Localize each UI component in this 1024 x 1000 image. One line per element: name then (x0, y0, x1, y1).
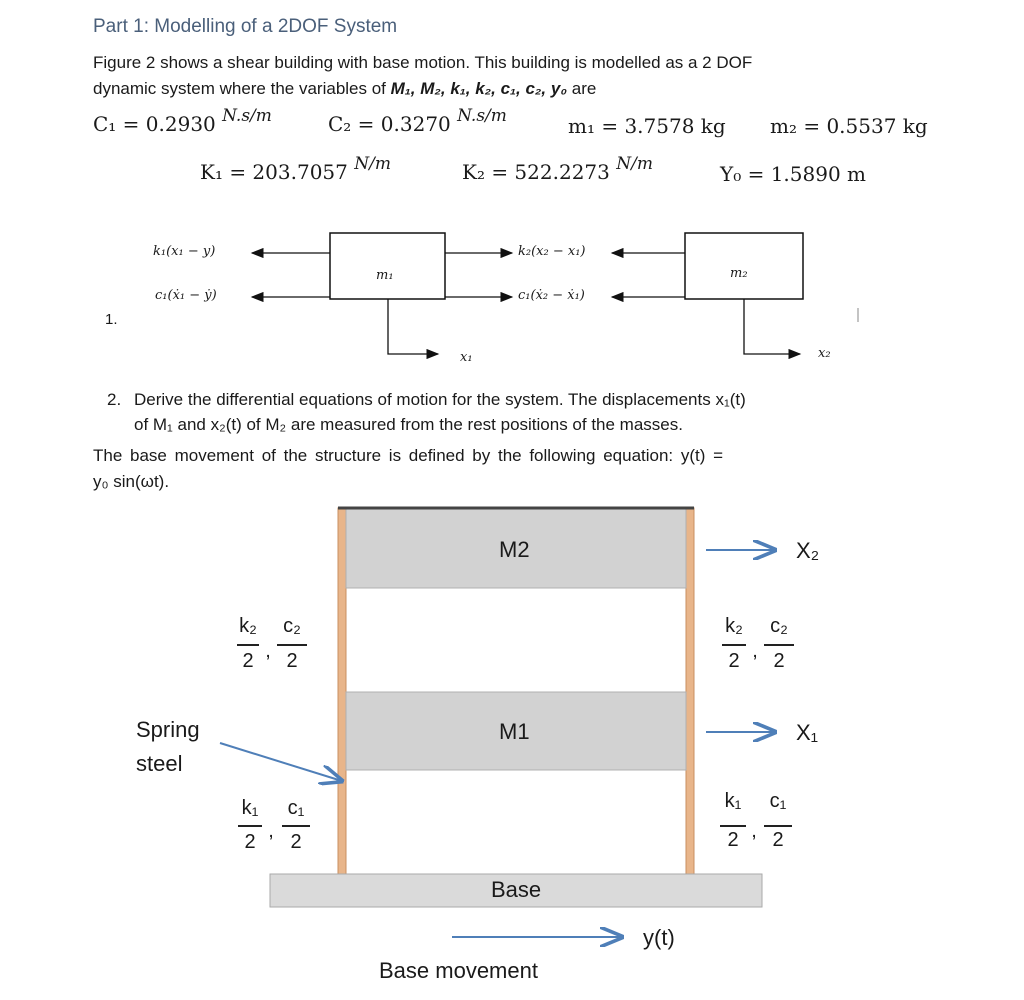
frac-left-c1-num: c₁ (287, 797, 305, 819)
intro-line-1: Figure 2 shows a shear building with base motion. This building is modelled as a 2 DOF (93, 53, 753, 72)
m2-label: M2 (499, 537, 530, 562)
frac-left-k2-num: k₂ (239, 615, 257, 637)
frac-right-c1-num: c₁ (769, 790, 787, 812)
frac-right-c2-num: c₂ (770, 615, 788, 637)
free-body-diagram (0, 220, 1024, 370)
frac-left-k1-num: k₁ (241, 797, 259, 819)
base-text-line-1: The base movement of the structure is defined by the following equation: y(t) = (93, 446, 724, 465)
right-column (686, 508, 694, 876)
spring-steel-pointer (220, 743, 342, 781)
base-text-line-2: y₀ sin(ωt). (93, 472, 170, 491)
section-heading: Part 1: Modelling of a 2DOF System (93, 16, 398, 37)
base-label: Base (491, 877, 542, 902)
item2-line-1: Derive the differential equations of motion for the system. The displacements x₁(t) (134, 390, 746, 409)
param-c2: C₂ = 0.3270 $^{N.s/m}$ (328, 106, 507, 136)
x1-label: X₁ (796, 720, 819, 745)
param-m2: m₂ = 0.5537 kg (770, 114, 928, 138)
base-movement-label: Base movement (379, 958, 538, 983)
frac-right-c2-den: 2 (773, 650, 785, 672)
stiffness-unit: N/m (616, 154, 653, 174)
fbd-m1-label: m₁ (376, 268, 394, 283)
left-column (338, 508, 346, 876)
spring-steel-label-1: Spring (136, 717, 200, 742)
spring-steel-label-2: steel (136, 751, 183, 776)
frac-left-c2-num: c₂ (283, 615, 301, 637)
frac-left-comma: , (268, 820, 274, 842)
frac-left-c2-den: 2 (286, 650, 298, 672)
fbd-c1-force: c₁(ẋ₁ − ẏ) (155, 288, 217, 303)
frac-right-k1-num: k₁ (724, 790, 742, 812)
x2-label: X₂ (796, 538, 820, 563)
frac-right-comma: , (751, 820, 757, 842)
mass-block-m1 (330, 233, 445, 299)
item2-line-2: of M₁ and x₂(t) of M₂ are measured from the rest positions of the masses. (134, 415, 683, 434)
y-t-label: y(t) (643, 925, 675, 950)
param-m1: m₁ = 3.7578 kg (568, 114, 726, 138)
param-k1: K₁ = 203.7057 $^{N/m}$ (200, 154, 391, 184)
stiffness-unit: N/m (354, 154, 391, 174)
item-number-2: 2. (107, 390, 122, 409)
damping-unit: N.s/m (457, 106, 507, 126)
fbd-k1-force: k₁(x₁ − y) (153, 244, 216, 259)
fbd-x2-label: x₂ (818, 346, 831, 361)
fbd-c2-force: c₁(ẋ₂ − ẋ₁) (518, 288, 585, 303)
param-y0: Y₀ = 1.5890 m (720, 162, 866, 186)
frac-left-k1-den: 2 (244, 831, 256, 853)
param-k2: K₂ = 522.2273 $^{N/m}$ (462, 154, 653, 184)
fbd-k2-force: k₂(x₂ − x₁) (518, 244, 586, 259)
frac-right-k1-den: 2 (727, 829, 739, 851)
intro-text: dynamic system where the variables of (93, 79, 386, 98)
displacement-arrow-x2 (744, 299, 800, 354)
frac-left-c1-den: 2 (290, 831, 302, 853)
frac-right-comma: , (752, 640, 758, 662)
damping-unit: N.s/m (222, 106, 272, 126)
item-number-1: 1. (105, 311, 118, 328)
frac-left-k2-den: 2 (242, 650, 254, 672)
frac-right-c1-den: 2 (772, 829, 784, 851)
fbd-x1-label: x₁ (460, 350, 473, 365)
param-c1: C₁ = 0.2930 $^{N.s/m}$ (93, 106, 272, 136)
intro-suffix: are (571, 79, 597, 98)
frac-right-k2-den: 2 (728, 650, 740, 672)
intro-variables: M₁, M₂, k₁, k₂, c₁, c₂, y₀ (390, 79, 568, 98)
m1-label: M1 (499, 719, 530, 744)
displacement-arrow-x1 (388, 299, 438, 354)
frac-right-k2-num: k₂ (725, 615, 743, 637)
fbd-m2-label: m₂ (730, 266, 748, 281)
shear-building-figure (0, 500, 1024, 1000)
intro-line-2 (93, 76, 596, 102)
frac-left-comma: , (265, 640, 271, 662)
